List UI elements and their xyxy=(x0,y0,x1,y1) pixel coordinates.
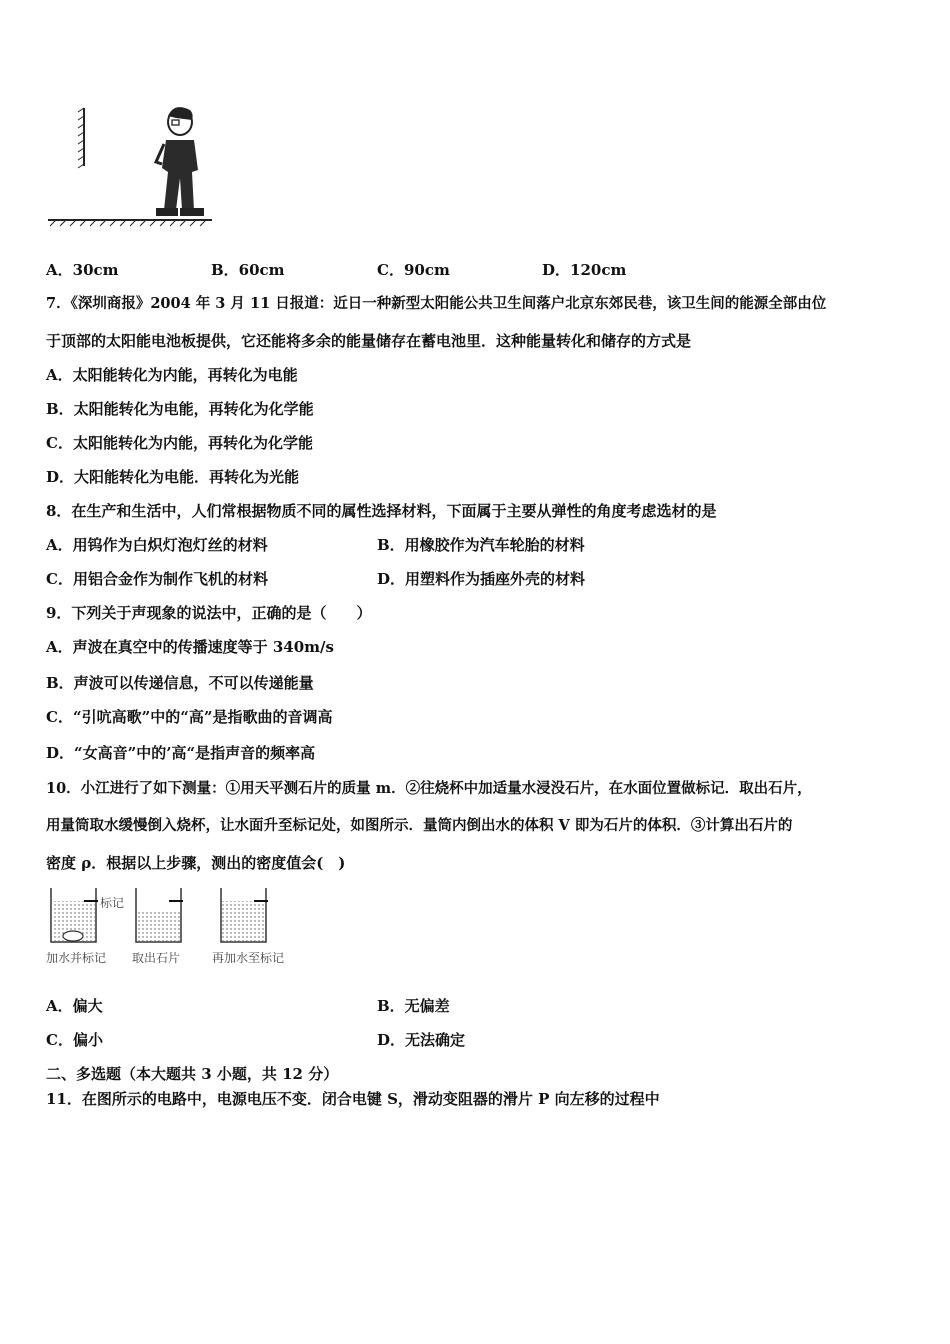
q7-option-b[interactable]: B．太阳能转化为电能，再转化为化学能 xyxy=(46,400,314,418)
figure-label-remove-stone: 取出石片 xyxy=(132,951,181,965)
q8-option-a[interactable]: A．用钨作为白炽灯泡灯丝的材料 xyxy=(46,536,268,554)
q7-option-a[interactable]: A．太阳能转化为内能，再转化为电能 xyxy=(46,366,298,384)
q8-option-d[interactable]: D．用塑料作为插座外壳的材料 xyxy=(377,570,586,588)
q8-option-b[interactable]: B．用橡胶作为汽车轮胎的材料 xyxy=(377,536,585,554)
q9-option-d[interactable]: D．“女高音”中的’高“是指声音的频率高 xyxy=(46,744,316,762)
q9-option-a[interactable]: A．声波在真空中的传播速度等于 340m/s xyxy=(46,638,334,656)
figure-label-mark: 标记 xyxy=(100,896,125,910)
q10-option-a[interactable]: A．偏大 xyxy=(46,997,103,1015)
q7-option-c[interactable]: C．太阳能转化为内能，再转化为化学能 xyxy=(46,434,313,452)
q6-option-d[interactable]: D．120cm xyxy=(542,261,627,279)
q10-option-b[interactable]: B．无偏差 xyxy=(377,997,450,1015)
q10-stem-line1: 10．小江进行了如下测量：①用天平测石片的质量 m．②往烧杯中加适量水浸没石片，在水面位置做标记．取出石片， xyxy=(46,780,812,797)
q6-option-c[interactable]: C．90cm xyxy=(377,261,450,279)
q7-stem-line1: 7．《深圳商报》2004 年 3 月 11 日报道：近日一种新型太阳能公共卫生间落户北京东郊民巷，该卫生间的能源全部由位 xyxy=(46,295,827,312)
q9-stem: 9．下列关于声现象的说法中，正确的是（ ） xyxy=(46,604,372,622)
q8-option-c[interactable]: C．用铝合金作为制作飞机的材料 xyxy=(46,570,268,588)
q9-option-b[interactable]: B．声波可以传递信息，不可以传递能量 xyxy=(46,674,314,692)
mirror-person-figure xyxy=(44,100,219,235)
q6-option-b[interactable]: B．60cm xyxy=(211,261,285,279)
figure-label-refill: 再加水至标记 xyxy=(212,951,285,965)
q10-stem-line2: 用量筒取水缓慢倒入烧杯，让水面升至标记处，如图所示．量筒内倒出水的体积 V 即为石片的体积．③计算出石片的 xyxy=(46,817,793,834)
figure-label-add-water: 加水并标记 xyxy=(46,951,107,965)
q8-stem: 8．在生产和生活中，人们常根据物质不同的属性选择材料，下面属于主要从弹性的角度考虑选材的是 xyxy=(46,502,717,520)
q10-option-d[interactable]: D．无法确定 xyxy=(377,1031,466,1049)
beaker-figure xyxy=(46,884,296,946)
q9-option-c[interactable]: C．“引吭高歌”中的“高”是指歌曲的音调高 xyxy=(46,708,333,726)
q7-option-d[interactable]: D．大阳能转化为电能．再转化为光能 xyxy=(46,468,300,486)
q7-stem-line2: 于顶部的太阳能电池板提供，它还能将多余的能量储存在蓄电池里．这种能量转化和储存的方式是 xyxy=(46,332,692,350)
q10-option-c[interactable]: C．偏小 xyxy=(46,1031,103,1049)
section2-heading: 二、多选题（本大题共 3 小题，共 12 分） xyxy=(46,1065,339,1083)
q11-stem: 11．在图所示的电路中，电源电压不变．闭合电键 S，滑动变阻器的滑片 P 向左移的过程中 xyxy=(46,1090,660,1108)
q10-stem-line3: 密度 ρ．根据以上步骤，测出的密度值会( ) xyxy=(46,854,346,872)
q6-option-a[interactable]: A．30cm xyxy=(46,261,119,279)
